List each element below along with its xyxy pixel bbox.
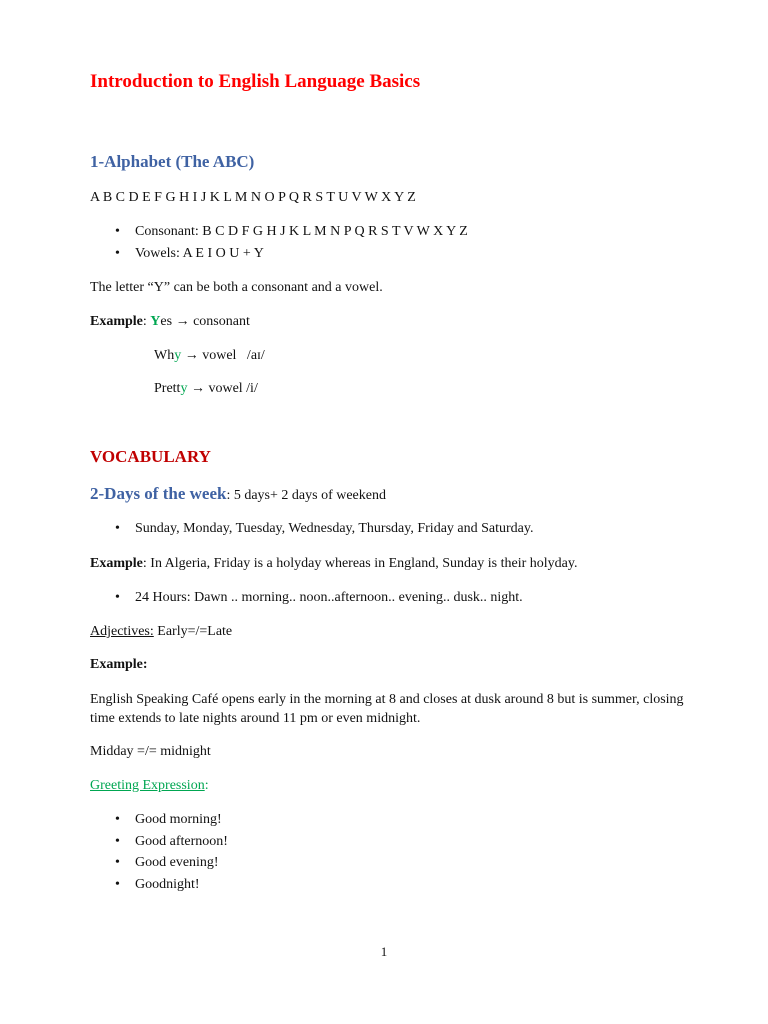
- list-item: [115, 521, 533, 537]
- days-list: Sunday, Monday, Tuesday, Wednesday, Thursday, Friday and Saturday.: [135, 521, 534, 536]
- list-item: [115, 224, 468, 240]
- example-label: Example: [90, 314, 143, 329]
- bullet-icon: •: [115, 521, 120, 536]
- list-item: [115, 834, 228, 850]
- document-title: Introduction to English Language Basics: [90, 71, 421, 92]
- bullet-icon: •: [115, 812, 120, 827]
- bullet-icon: •: [115, 855, 120, 870]
- consonant-text: Consonant: B C D F G H J K L M N P Q R S T V W X Y Z: [135, 224, 468, 239]
- list-item: [115, 877, 200, 893]
- bullet-icon: •: [115, 246, 120, 261]
- highlight-letter: y: [180, 381, 188, 396]
- example-line-3: Pretty → vowel /i/: [154, 381, 258, 396]
- example-line-1: Example: Yes → consonant: [90, 314, 250, 329]
- greeting-heading: Greeting Expression:: [90, 778, 209, 793]
- highlight-letter: Y: [150, 314, 161, 329]
- midday-line: Midday =/= midnight: [90, 744, 211, 759]
- example-label: Example: [90, 556, 143, 571]
- alphabet-heading: 1-Alphabet (The ABC): [90, 152, 255, 171]
- bullet-icon: •: [115, 590, 120, 605]
- vocabulary-heading: VOCABULARY: [90, 447, 211, 466]
- greeting-item: Good afternoon!: [135, 834, 228, 849]
- adjectives-label: Adjectives:: [90, 624, 154, 639]
- bullet-icon: •: [115, 877, 120, 892]
- alphabet-letters: A B C D E F G H I J K L M N O P Q R S T U V W X Y Z: [90, 190, 416, 205]
- days-heading-line: 2-Days of the week: 5 days+ 2 days of weekend: [90, 484, 386, 503]
- example2-label: Example:: [90, 657, 148, 672]
- greeting-item: Good evening!: [135, 855, 219, 870]
- days-heading: 2-Days of the week: [90, 484, 227, 503]
- example-algeria: Example: In Algeria, Friday is a holyday whereas in England, Sunday is their holyday.: [90, 556, 578, 571]
- list-item: [115, 855, 219, 871]
- hours-text: 24 Hours: Dawn .. morning.. noon..afternoon.. evening.. dusk.. night.: [135, 590, 523, 605]
- vowels-text: Vowels: A E I O U + Y: [135, 246, 264, 261]
- list-item: [115, 246, 264, 262]
- letter-y-note: The letter “Y” can be both a consonant and a vowel.: [90, 280, 383, 295]
- greeting-label: Greeting Expression: [90, 778, 205, 793]
- highlight-letter: y: [174, 348, 182, 363]
- list-item: [115, 590, 523, 606]
- greeting-item: Goodnight!: [135, 877, 200, 892]
- bullet-icon: •: [115, 834, 120, 849]
- list-item: [115, 812, 222, 828]
- cafe-paragraph: English Speaking Café opens early in the morning at 8 and closes at dusk around 8 but is summer, closing time extends to late nights around 11 pm or even midnight.: [90, 692, 684, 726]
- page-number: 1: [380, 944, 388, 959]
- bullet-icon: •: [115, 224, 120, 239]
- greeting-item: Good morning!: [135, 812, 222, 827]
- adjectives-line: Adjectives: Early=/=Late: [90, 624, 233, 639]
- example-line-2: Why → vowel /aɪ/: [154, 348, 265, 363]
